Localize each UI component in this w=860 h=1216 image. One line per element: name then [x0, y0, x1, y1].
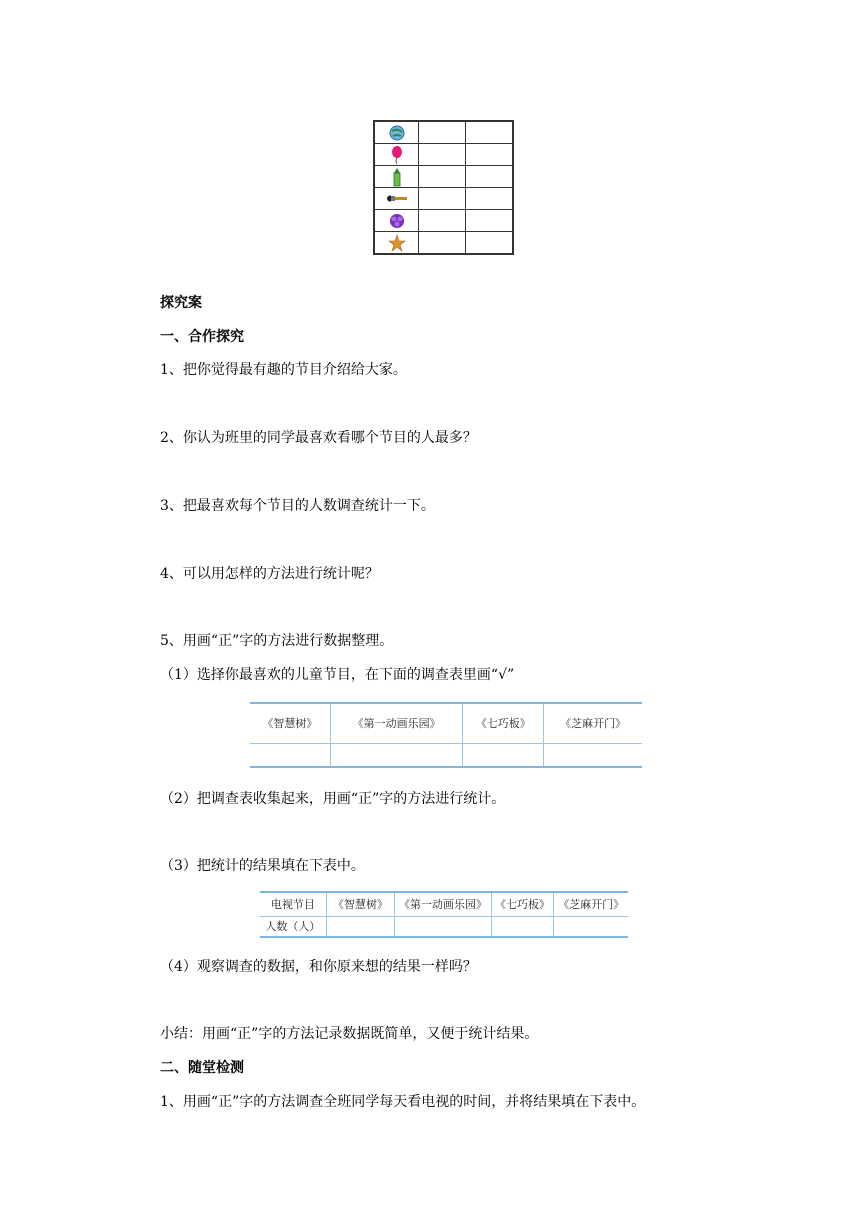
- result-count-cell[interactable]: [326, 916, 395, 937]
- table-cell: [419, 121, 466, 144]
- grapes-icon: [374, 210, 419, 232]
- survey-check-cell[interactable]: [544, 743, 642, 767]
- step-1: （1）选择你最喜欢的儿童节目，在下面的调查表里画“√”: [160, 667, 515, 683]
- result-count-cell[interactable]: [491, 916, 554, 937]
- survey-table: [250, 702, 642, 768]
- result-count-cell[interactable]: [554, 916, 628, 937]
- icon-tally-table: [373, 120, 514, 255]
- globe-icon: [374, 121, 419, 144]
- table-cell: [466, 166, 514, 188]
- question-3: 3、把最喜欢每个节目的人数调查统计一下。: [160, 498, 435, 514]
- table-cell: [466, 188, 514, 210]
- section-title: 探究案: [160, 295, 202, 311]
- star-icon: [374, 232, 419, 255]
- result-row-label: 人数（人）: [260, 916, 326, 937]
- result-count-cell[interactable]: [395, 916, 491, 937]
- result-header: 《七巧板》: [491, 892, 554, 916]
- heading-cooperative-inquiry: 一、合作探究: [160, 329, 244, 345]
- table-cell: [419, 210, 466, 232]
- survey-header: 《第一动画乐园》: [330, 703, 463, 743]
- survey-header: 《七巧板》: [463, 703, 544, 743]
- result-table: [260, 891, 628, 938]
- heading-class-test: 二、随堂检测: [160, 1060, 244, 1076]
- result-header: 《芝麻开门》: [554, 892, 628, 916]
- balloon-icon: [374, 144, 419, 166]
- test-question-1: 1、用画“正”字的方法调查全班同学每天看电视的时间，并将结果填在下表中。: [160, 1094, 646, 1110]
- question-5: 5、用画“正”字的方法进行数据整理。: [160, 633, 394, 649]
- result-header: 电视节目: [260, 892, 326, 916]
- survey-check-cell[interactable]: [463, 743, 544, 767]
- step-2: （2）把调查表收集起来，用画“正”字的方法进行统计。: [160, 791, 506, 807]
- crayon-icon: [374, 166, 419, 188]
- survey-check-cell[interactable]: [250, 743, 330, 767]
- question-1: 1、把你觉得最有趣的节目介绍给大家。: [160, 362, 407, 378]
- result-header: 《第一动画乐园》: [395, 892, 491, 916]
- table-cell: [466, 210, 514, 232]
- step-4: （4）观察调查的数据，和你原来想的结果一样吗？: [160, 959, 477, 975]
- survey-check-cell[interactable]: [330, 743, 463, 767]
- step-3: （3）把统计的结果填在下表中。: [160, 858, 365, 874]
- summary: 小结：用画“正”字的方法记录数据既简单，又便于统计结果。: [160, 1026, 539, 1042]
- paintbrush-icon: [374, 188, 419, 210]
- question-4: 4、可以用怎样的方法进行统计呢？: [160, 566, 379, 582]
- table-cell: [419, 166, 466, 188]
- survey-header: 《芝麻开门》: [544, 703, 642, 743]
- table-cell: [466, 121, 514, 144]
- survey-header: 《智慧树》: [250, 703, 330, 743]
- question-2: 2、你认为班里的同学最喜欢看哪个节目的人最多？: [160, 430, 477, 446]
- table-cell: [466, 144, 514, 166]
- table-cell: [419, 144, 466, 166]
- table-cell: [419, 188, 466, 210]
- result-header: 《智慧树》: [326, 892, 395, 916]
- table-cell: [419, 232, 466, 255]
- table-cell: [466, 232, 514, 255]
